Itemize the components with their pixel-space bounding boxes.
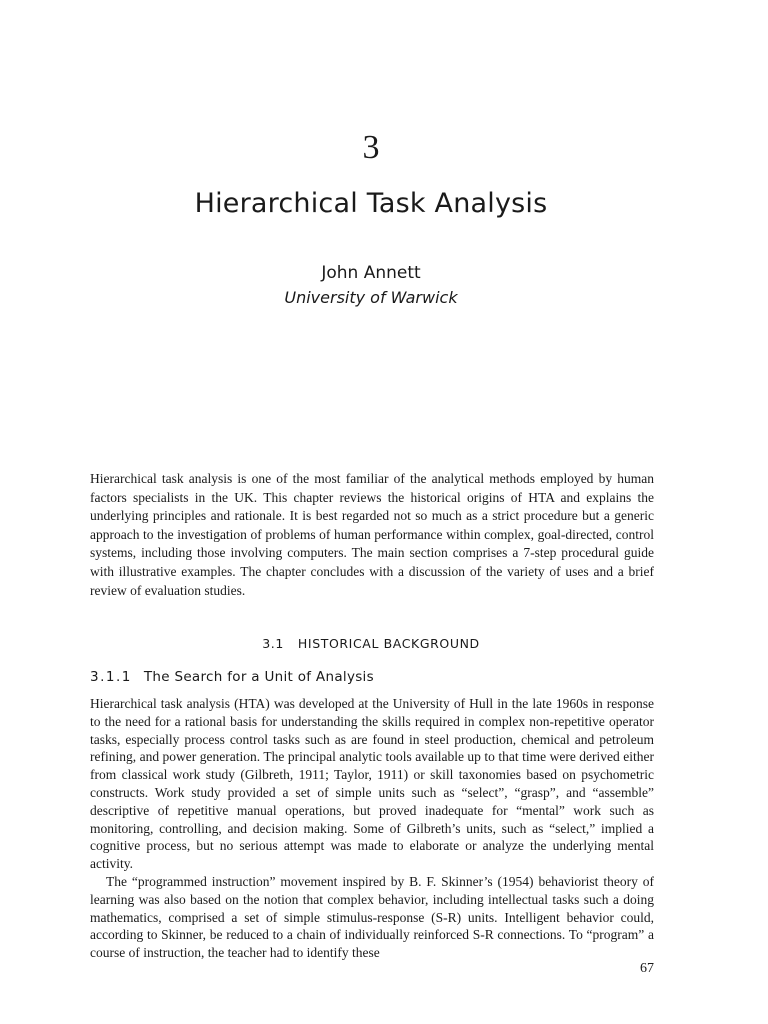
body-paragraph: The “programmed instruction” movement inspired by B. F. Skinner’s (1954) behaviorist theory of learning was also based on the notion that complex behavior, including intellectual tasks such a doing mathematics, comprised a set of simple stimulus-response (S-R) units. Intelligent behavior could, according to Skinner, be reduced to a chain of individually reinforced S-R connections. To “program” a course of instruction, the teacher had to identify these [90,873,654,961]
body-paragraph: Hierarchical task analysis (HTA) was developed at the University of Hull in the late 1960s in response to the need for a rational basis for understanding the skills required in complex non-repetitive operator tasks, especially process control tasks such as are found in steel production, chemical and petroleum refining, and power generation. The principal analytic tools available up to that time were derived either from classical work study (Gilbreth, 1911; Taylor, 1911) or skill taxonomies based on psychometric constructs. Work study provided a set of simple units such as “select”, “grasp”, and “assemble” descriptive of repetitive manual operations, but proved inadequate for “mental” work such as monitoring, controlling, and decision making. Some of Gilbreth’s units, such as “select,” implied a cognitive process, but no serious attempt was made to elaborate or analyze the underlying mental activity. [90,696,654,872]
subsection-number: 3.1.1 [90,669,132,685]
author-name: John Annett [321,263,421,283]
section-number: 3.1 [262,636,284,651]
section-heading [0,635,742,653]
page-number: 67 [640,961,654,976]
body-text [90,695,654,962]
author-affiliation: University of Warwick [284,288,458,307]
subsection-title: The Search for a Unit of Analysis [143,669,374,685]
subsection-heading [90,667,374,687]
chapter-abstract: Hierarchical task analysis is one of the most familiar of the analytical methods employed by human factors specialists in the UK. This chapter reviews the historical origins of HTA and explains the underlying principles and rationale. It is best regarded not so much as a strict procedure but a generic approach to the investigation of problems of human performance within complex, goal-directed, control systems, including those involving computers. The main section comprises a 7-step procedural guide with illustrative examples. The chapter concludes with a discussion of the variety of uses and a brief review of evaluation studies. [90,471,654,598]
section-title: HISTORICAL BACKGROUND [297,636,480,651]
chapter-number: 3 [362,129,380,166]
chapter-title: Hierarchical Task Analysis [194,188,548,219]
